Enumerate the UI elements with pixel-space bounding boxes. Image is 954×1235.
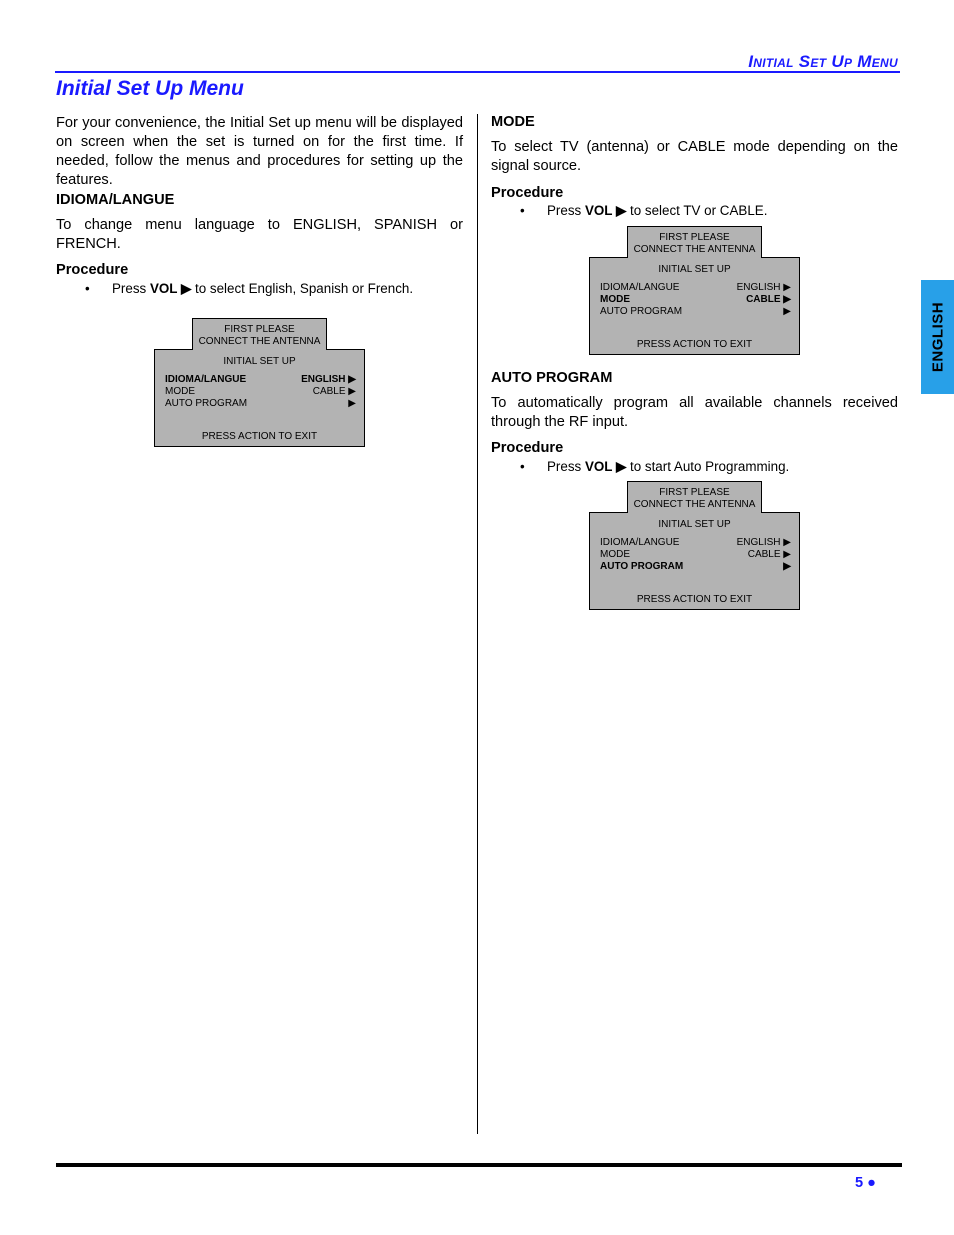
osd-exit-hint: PRESS ACTION TO EXIT: [201, 431, 318, 442]
osd-row-mode: MODE CABLE ▶: [165, 386, 356, 397]
page-number: 5 ●: [855, 1175, 876, 1191]
osd-menu-mode: [589, 226, 801, 357]
auto-program-heading: AUTO PROGRAM: [491, 370, 613, 386]
osd-menu-idioma: [154, 318, 366, 449]
osd-row-idioma: IDIOMA/LANGUE ENGLISH ▶: [165, 374, 356, 385]
osd-row-idioma: IDIOMA/LANGUE ENGLISH ▶: [600, 537, 791, 548]
vol-key: VOL ▶: [149, 281, 192, 296]
side-tab-label: ENGLISH: [929, 301, 946, 373]
osd-notice: FIRST PLEASE CONNECT THE ANTENNA: [627, 226, 762, 258]
procedure-label: Procedure: [56, 262, 129, 278]
vol-key: VOL ▶: [584, 459, 627, 474]
auto-program-paragraph: To automatically program all available channels received through the RF input.: [491, 395, 898, 430]
osd-exit-hint: PRESS ACTION TO EXIT: [636, 594, 753, 605]
osd-row-mode: MODE CABLE ▶: [600, 294, 791, 305]
osd-panel: [154, 349, 365, 447]
column-divider: [477, 114, 478, 1134]
osd-row-auto-program: AUTO PROGRAM ▶: [600, 561, 791, 572]
auto-procedure-label: Procedure: [491, 440, 564, 456]
mode-paragraph: To select TV (antenna) or CABLE mode depending on the signal source.: [491, 139, 898, 174]
running-header: Initial Set Up Menu: [748, 52, 898, 71]
footer-rule: [56, 1163, 902, 1167]
osd-panel: [589, 512, 800, 610]
page-title: Initial Set Up Menu: [56, 77, 244, 100]
idioma-paragraph: To change menu language to ENGLISH, SPANISH or FRENCH.: [56, 217, 463, 252]
language-side-tab: [921, 280, 954, 394]
intro-paragraph: For your convenience, the Initial Set up menu will be displayed on screen when the set is turned on for the first time. If needed, follow the menus and procedures for setting up the features.: [56, 115, 463, 188]
procedure-bullet: • Press VOL ▶ to select English, Spanish or French.: [85, 281, 414, 296]
osd-panel: [589, 257, 800, 355]
osd-title: INITIAL SET UP: [658, 264, 731, 275]
bullet-dot: •: [85, 281, 90, 296]
osd-notice: FIRST PLEASE CONNECT THE ANTENNA: [627, 481, 762, 513]
osd-exit-hint: PRESS ACTION TO EXIT: [636, 339, 753, 350]
osd-row-mode: MODE CABLE ▶: [600, 549, 791, 560]
osd-row-auto-program: AUTO PROGRAM ▶: [165, 398, 356, 409]
auto-procedure-bullet: • Press VOL ▶ to start Auto Programming.: [520, 459, 790, 474]
osd-title: INITIAL SET UP: [223, 356, 296, 367]
osd-notice: FIRST PLEASE CONNECT THE ANTENNA: [192, 318, 327, 350]
vol-key: VOL ▶: [584, 203, 627, 218]
mode-heading: MODE: [491, 114, 535, 130]
osd-menu-auto-program: [589, 481, 801, 612]
osd-row-auto-program: AUTO PROGRAM ▶: [600, 306, 791, 317]
osd-title: INITIAL SET UP: [658, 519, 731, 530]
osd-row-idioma: IDIOMA/LANGUE ENGLISH ▶: [600, 282, 791, 293]
mode-procedure-label: Procedure: [491, 185, 564, 201]
mode-procedure-bullet: • Press VOL ▶ to select TV or CABLE.: [520, 203, 768, 218]
header-rule: [55, 71, 900, 73]
idioma-heading: IDIOMA/LANGUE: [56, 192, 175, 208]
